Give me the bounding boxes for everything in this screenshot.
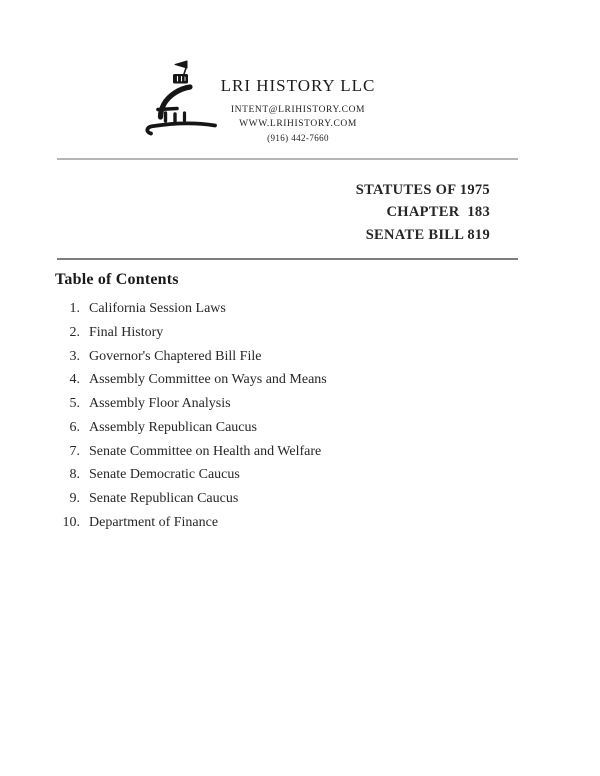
toc-item-label: Assembly Committee on Ways and Means	[89, 372, 327, 388]
toc-item	[55, 515, 475, 539]
toc-item-number: 7.	[69, 443, 80, 459]
divider-bottom	[57, 258, 518, 260]
toc-item	[55, 301, 475, 325]
chapter-line: CHAPTER 183	[386, 204, 490, 221]
toc-item-number: 4.	[69, 372, 80, 388]
toc-item-label: Assembly Floor Analysis	[89, 396, 231, 411]
toc-item-number: 1.	[69, 301, 80, 316]
toc-item-number: 6.	[69, 419, 80, 435]
toc-item-number: 10.	[62, 514, 80, 530]
toc-item-number: 5.	[69, 396, 80, 411]
divider-top	[57, 158, 518, 160]
toc-item	[55, 372, 475, 396]
toc-item	[55, 420, 475, 444]
toc-item	[55, 325, 475, 349]
toc-item-label: Final History	[89, 324, 164, 340]
letterhead	[178, 76, 418, 145]
contact-website: WWW.LRIHISTORY.COM	[239, 119, 357, 129]
contact-phone: (916) 442-7660	[267, 133, 329, 143]
toc-item-number: 8.	[69, 467, 80, 483]
toc-item-label: Senate Committee on Health and Welfare	[89, 443, 322, 459]
toc-item	[55, 444, 475, 468]
toc-item-number: 9.	[69, 491, 80, 506]
toc-item-label: Department of Finance	[89, 514, 219, 530]
toc-item	[55, 467, 475, 491]
toc-heading: Table of Contents	[55, 271, 179, 288]
toc-item-label: Senate Republican Caucus	[89, 491, 239, 506]
company-name: LRI HISTORY LLC	[220, 76, 376, 95]
document-info-block	[356, 179, 490, 246]
toc-item-label: California Session Laws	[89, 301, 226, 316]
toc-item-number: 3.	[69, 348, 80, 364]
toc-item-label: Assembly Republican Caucus	[89, 419, 257, 435]
toc-item-number: 2.	[69, 324, 80, 340]
toc-item-label: Senate Democratic Caucus	[89, 467, 240, 483]
toc-list	[55, 301, 475, 539]
toc-item	[55, 491, 475, 515]
senate-bill-line: SENATE BILL 819	[365, 226, 490, 243]
toc-item	[55, 349, 475, 373]
toc-item-label: Governor's Chaptered Bill File	[89, 348, 262, 364]
contact-email: INTENT@LRIHISTORY.COM	[230, 105, 366, 115]
toc-item	[55, 396, 475, 420]
contact-block	[178, 103, 418, 145]
statutes-line: STATUTES OF 1975	[355, 182, 490, 198]
